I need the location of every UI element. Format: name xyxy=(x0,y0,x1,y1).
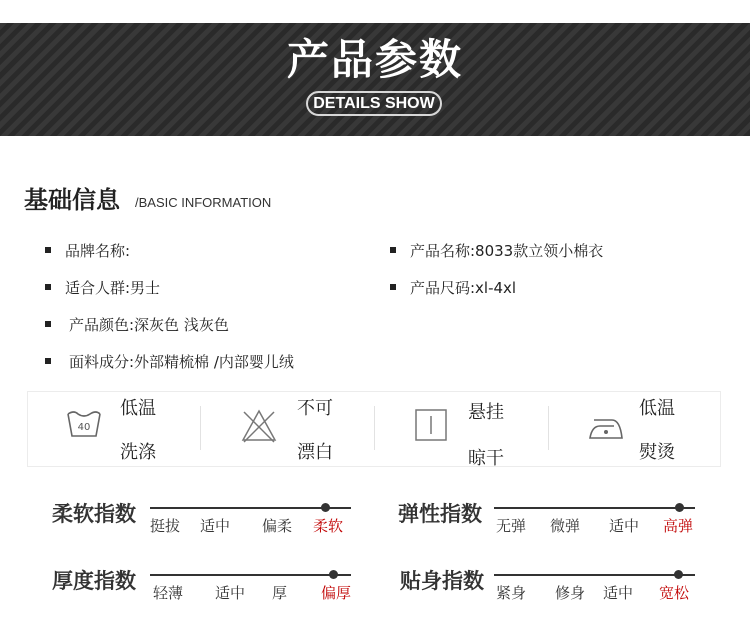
care-instructions xyxy=(27,391,721,467)
section-title: 基础信息 xyxy=(24,186,120,214)
divider xyxy=(374,406,375,450)
bullet-icon xyxy=(390,284,396,290)
softness-option: 挺拔 xyxy=(150,517,181,535)
info-fabric: 面料成分:外部精梳棉 /内部婴儿绒 xyxy=(45,351,294,372)
care-dry-line1: 悬挂 xyxy=(468,402,504,423)
fit-option: 紧身 xyxy=(496,584,527,602)
elasticity-scale-line xyxy=(494,507,695,509)
elasticity-option: 微弹 xyxy=(550,517,581,535)
bullet-icon xyxy=(45,321,51,327)
elasticity-option: 无弹 xyxy=(496,517,527,535)
thickness-option-selected: 偏厚 xyxy=(321,584,352,602)
info-size: 产品尺码:xl-4xl xyxy=(390,277,516,298)
elasticity-index-label: 弹性指数 xyxy=(398,502,482,526)
fit-marker xyxy=(674,570,683,579)
bullet-icon xyxy=(390,247,396,253)
bullet-icon xyxy=(45,247,51,253)
care-bleach-line2: 漂白 xyxy=(297,442,333,463)
wash-basin-40-icon xyxy=(66,408,102,444)
info-colors: 产品颜色:深灰色 浅灰色 xyxy=(45,314,229,335)
softness-option: 偏柔 xyxy=(262,517,293,535)
details-show-badge: DETAILS SHOW xyxy=(306,91,442,116)
softness-marker xyxy=(321,503,330,512)
header-banner xyxy=(0,23,750,136)
thickness-option: 适中 xyxy=(215,584,246,602)
divider xyxy=(548,406,549,450)
thickness-option: 轻薄 xyxy=(153,584,184,602)
thickness-scale-line xyxy=(150,574,351,576)
info-audience: 适合人群:男士 xyxy=(45,277,160,298)
iron-low-icon xyxy=(588,412,626,444)
care-bleach-line1: 不可 xyxy=(297,398,333,419)
fit-option: 适中 xyxy=(603,584,634,602)
bullet-icon xyxy=(45,358,51,364)
no-bleach-icon xyxy=(240,408,278,448)
care-wash-line1: 低温 xyxy=(120,398,156,419)
elasticity-marker xyxy=(675,503,684,512)
elasticity-option-selected: 高弹 xyxy=(663,517,694,535)
thickness-index-label: 厚度指数 xyxy=(52,569,136,593)
care-dry-line2: 晾干 xyxy=(468,448,504,469)
svg-text:40: 40 xyxy=(77,422,91,433)
fit-option-selected: 宽松 xyxy=(659,584,690,602)
softness-index-label: 柔软指数 xyxy=(52,502,136,526)
info-product-name: 产品名称:8033款立领小棉衣 xyxy=(390,240,603,261)
care-iron-line2: 熨烫 xyxy=(639,442,675,463)
care-iron-line1: 低温 xyxy=(639,398,675,419)
fit-scale-line xyxy=(494,574,695,576)
info-brand: 品牌名称: xyxy=(45,240,130,261)
divider xyxy=(200,406,201,450)
care-wash-line2: 洗涤 xyxy=(120,442,156,463)
fit-option: 修身 xyxy=(555,584,586,602)
elasticity-option: 适中 xyxy=(609,517,640,535)
softness-option-selected: 柔软 xyxy=(313,517,344,535)
bullet-icon xyxy=(45,284,51,290)
softness-option: 适中 xyxy=(200,517,231,535)
page-title: 产品参数 xyxy=(286,35,463,84)
thickness-marker xyxy=(329,570,338,579)
section-subtitle: /BASIC INFORMATION xyxy=(135,195,272,210)
fit-index-label: 贴身指数 xyxy=(400,569,484,593)
thickness-option: 厚 xyxy=(272,584,288,602)
hang-dry-icon xyxy=(414,408,448,446)
